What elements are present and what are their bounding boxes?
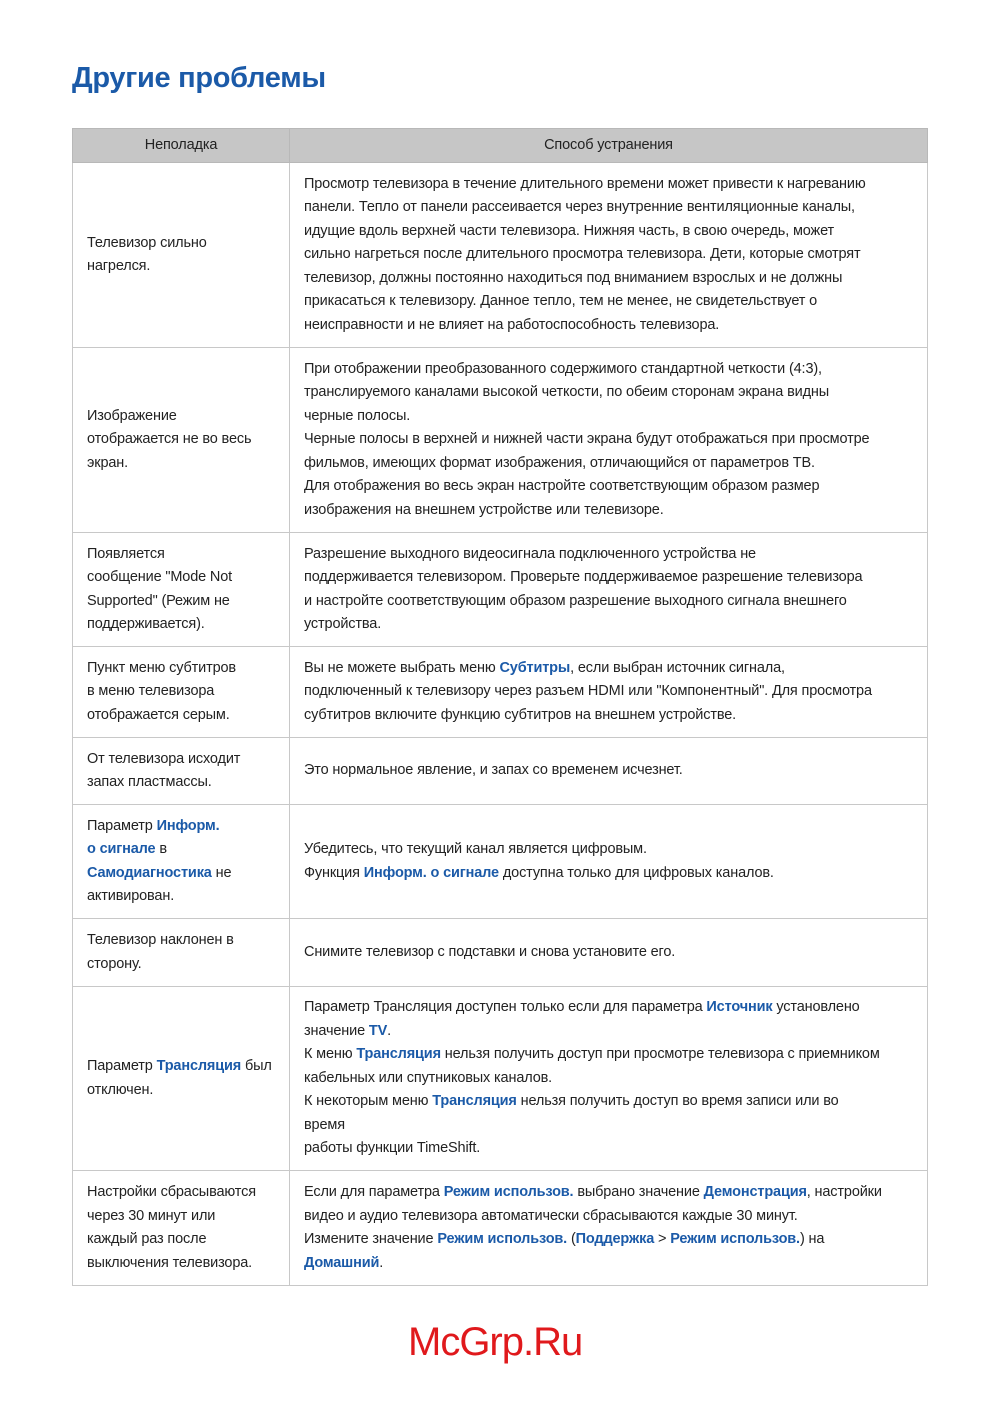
- text-line: [87, 1205, 289, 1229]
- text-segment: Пункт меню субтитров: [87, 659, 236, 676]
- text-segment: активирован.: [87, 888, 175, 904]
- menu-reference: Трансляция: [432, 1093, 517, 1110]
- text-line: [304, 1067, 927, 1091]
- text-line: [87, 953, 289, 977]
- table-row: [73, 163, 928, 348]
- text-segment: нельзя получить доступ во время записи или во: [516, 1093, 839, 1110]
- text-line: [304, 941, 927, 965]
- text-line: [87, 1055, 289, 1079]
- text-segment: Убедитесь, что текущий канал является цифровым.: [304, 841, 647, 857]
- text-line: [304, 314, 927, 338]
- text-segment: Настройки сбрасываются: [87, 1184, 256, 1200]
- text-segment: в меню телевизора: [87, 683, 215, 700]
- text-segment: Это нормальное явление, и запах со временем исчезнет.: [304, 762, 683, 779]
- text-line: [304, 358, 927, 382]
- text-segment: поддерживается телевизором. Проверьте поддерживаемое разрешение телевизора: [304, 569, 863, 585]
- text-line: [304, 173, 927, 197]
- text-line: [304, 613, 927, 637]
- text-segment: Функция: [304, 864, 364, 881]
- page-title: Другие проблемы: [72, 62, 326, 94]
- column-header-solution: Способ устранения: [290, 129, 928, 163]
- text-line: [304, 1114, 927, 1138]
- text-segment: Телевизор наклонен в: [87, 932, 234, 948]
- table-row: [73, 647, 928, 738]
- menu-reference: о сигнале: [87, 841, 156, 857]
- text-line: [304, 452, 927, 476]
- text-segment: фильмов, имеющих формат изображения, отличающийся от параметров ТВ.: [304, 454, 815, 471]
- troubleshooting-table: [72, 128, 928, 1286]
- solution-cell: [290, 738, 928, 805]
- text-line: [304, 996, 927, 1020]
- text-segment: нельзя получить доступ при просмотре телевизора с приемником: [440, 1046, 880, 1063]
- text-segment: транслируемого каналами высокой четкости, по обеим сторонам экрана видны: [304, 384, 830, 401]
- text-segment: неисправности и не влияет на работоспособность телевизора.: [304, 316, 720, 333]
- text-segment: и настройте соответствующим образом разрешение выходного сигнала внешнего: [304, 592, 847, 609]
- text-line: [304, 759, 927, 783]
- text-segment: через 30 минут или: [87, 1207, 216, 1224]
- solution-cell: [290, 805, 928, 919]
- text-segment: .: [387, 1022, 391, 1039]
- solution-cell: [290, 163, 928, 348]
- solution-cell: [290, 987, 928, 1171]
- problem-cell: [73, 533, 290, 647]
- solution-cell: [290, 1171, 928, 1286]
- menu-reference: Режим использов.: [437, 1231, 568, 1247]
- text-segment: , настройки: [806, 1184, 882, 1200]
- text-segment: >: [654, 1231, 671, 1247]
- text-line: [87, 748, 289, 772]
- text-segment: панели. Тепло от панели рассеивается через внутренние вентиляционные каналы,: [304, 199, 855, 216]
- text-segment: Если для параметра: [304, 1184, 444, 1200]
- text-line: [87, 255, 289, 279]
- text-line: [304, 566, 927, 590]
- text-segment: сообщение "Mode Not: [87, 569, 233, 585]
- text-segment: нагрелся.: [87, 258, 151, 274]
- text-segment: сторону.: [87, 955, 142, 972]
- table-row: [73, 348, 928, 533]
- text-segment: Просмотр телевизора в течение длительного времени может привести к нагреванию: [304, 175, 866, 192]
- text-line: [87, 657, 289, 681]
- text-line: [304, 1252, 927, 1276]
- menu-reference: Информ. о сигнале: [363, 864, 499, 881]
- solution-cell: [290, 348, 928, 533]
- text-segment: Снимите телевизор с подставки и снова установите его.: [304, 943, 676, 960]
- solution-cell: [290, 647, 928, 738]
- text-line: [304, 499, 927, 523]
- text-segment: поддерживается).: [87, 616, 205, 632]
- text-line: [87, 1252, 289, 1276]
- text-line: [304, 1090, 927, 1114]
- text-segment: К некоторым меню: [304, 1093, 433, 1110]
- text-segment: видео и аудио телевизора автоматически сбрасываются каждые 30 минут.: [304, 1207, 798, 1224]
- text-segment: К меню: [304, 1046, 357, 1063]
- text-segment: Параметр: [87, 1058, 157, 1074]
- text-line: [87, 838, 289, 862]
- text-line: [304, 590, 927, 614]
- menu-reference: Источник: [706, 999, 773, 1016]
- text-segment: изображения на внешнем устройстве или телевизоре.: [304, 501, 664, 518]
- menu-reference: Информ.: [156, 817, 220, 834]
- text-line: [304, 267, 927, 291]
- text-line: [87, 590, 289, 614]
- text-line: [87, 566, 289, 590]
- text-line: [304, 243, 927, 267]
- menu-reference: Самодиагностика: [87, 864, 212, 881]
- text-line: [87, 862, 289, 886]
- text-segment: экран.: [87, 454, 129, 471]
- text-segment: Черные полосы в верхней и нижней части экрана будут отображаться при просмотре: [304, 431, 870, 448]
- text-segment: Изображение: [87, 407, 177, 424]
- table-row: [73, 987, 928, 1171]
- text-line: [304, 428, 927, 452]
- menu-reference: TV: [368, 1022, 388, 1039]
- text-line: [87, 929, 289, 953]
- menu-reference: Трансляция: [156, 1058, 242, 1074]
- table-row: [73, 919, 928, 987]
- text-line: [304, 405, 927, 429]
- text-segment: выбрано значение: [573, 1184, 704, 1200]
- text-segment: доступна только для цифровых каналов.: [498, 864, 774, 881]
- problem-cell: [73, 1171, 290, 1286]
- text-line: [87, 771, 289, 795]
- solution-cell: [290, 919, 928, 987]
- text-segment: Разрешение выходного видеосигнала подключенного устройства не: [304, 545, 756, 562]
- text-segment: значение: [304, 1022, 369, 1039]
- text-segment: субтитров включите функцию субтитров на внешнем устройстве.: [304, 706, 737, 723]
- text-segment: ) на: [799, 1231, 825, 1247]
- text-line: [87, 704, 289, 728]
- text-line: [304, 1228, 927, 1252]
- text-segment: запах пластмассы.: [87, 774, 212, 790]
- text-line: [304, 1137, 927, 1161]
- text-segment: был: [241, 1058, 272, 1074]
- text-line: [304, 196, 927, 220]
- table-row: [73, 533, 928, 647]
- text-line: [87, 1228, 289, 1252]
- text-line: [304, 1043, 927, 1067]
- text-segment: черные полосы.: [304, 407, 411, 424]
- text-segment: каждый раз после: [87, 1231, 207, 1247]
- text-segment: Телевизор сильно: [87, 234, 207, 251]
- text-line: [87, 1079, 289, 1103]
- problem-cell: [73, 647, 290, 738]
- menu-reference: Поддержка: [575, 1231, 655, 1247]
- text-segment: отображается серым.: [87, 706, 230, 723]
- text-line: [87, 405, 289, 429]
- text-segment: Supported" (Режим не: [87, 592, 230, 609]
- text-segment: сильно нагреться после длительного просмотра телевизора. Дети, которые смотрят: [304, 246, 861, 263]
- text-line: [87, 680, 289, 704]
- table-row: [73, 738, 928, 805]
- text-segment: устройства.: [304, 616, 382, 632]
- table-body: [73, 163, 928, 1286]
- text-segment: Измените значение: [304, 1231, 438, 1247]
- text-line: [87, 885, 289, 909]
- text-line: [304, 1205, 927, 1229]
- text-segment: телевизор, должны постоянно находиться под вниманием взрослых и не должны: [304, 269, 843, 286]
- problem-cell: [73, 919, 290, 987]
- text-line: [87, 613, 289, 637]
- text-line: [304, 657, 927, 681]
- problem-cell: [73, 348, 290, 533]
- text-segment: Появляется: [87, 545, 165, 562]
- text-line: [87, 815, 289, 839]
- text-segment: кабельных или спутниковых каналов.: [304, 1069, 553, 1086]
- text-segment: отображается не во весь: [87, 431, 252, 448]
- text-segment: От телевизора исходит: [87, 750, 241, 767]
- solution-cell: [290, 533, 928, 647]
- column-header-problem: Неполадка: [73, 129, 290, 163]
- text-segment: прикасаться к телевизору. Данное тепло, тем не менее, не свидетельствует о: [304, 293, 818, 310]
- text-line: [304, 381, 927, 405]
- text-segment: Параметр: [87, 817, 157, 834]
- text-segment: установлено: [772, 999, 860, 1016]
- text-segment: отключен.: [87, 1081, 154, 1098]
- menu-reference: Режим использов.: [443, 1184, 574, 1200]
- text-segment: Вы не можете выбрать меню: [304, 659, 500, 676]
- text-segment: в: [155, 841, 167, 857]
- text-segment: Для отображения во весь экран настройте соответствующим образом размер: [304, 478, 820, 495]
- text-line: [87, 428, 289, 452]
- text-line: [304, 220, 927, 244]
- text-segment: подключенный к телевизору через разъем HDMI или "Компонентный". Для просмотра: [304, 683, 872, 700]
- text-line: [304, 475, 927, 499]
- text-segment: Параметр Трансляция доступен только если для параметра: [304, 999, 707, 1016]
- text-line: [304, 680, 927, 704]
- problem-cell: [73, 163, 290, 348]
- text-segment: не: [211, 864, 232, 881]
- text-segment: , если выбран источник сигнала,: [570, 659, 785, 676]
- text-line: [87, 543, 289, 567]
- text-segment: При отображении преобразованного содержимого стандартной четкости (4:3),: [304, 360, 822, 377]
- problem-cell: [73, 738, 290, 805]
- menu-reference: Субтитры: [499, 659, 571, 676]
- text-line: [304, 862, 927, 886]
- menu-reference: Демонстрация: [703, 1184, 807, 1200]
- text-segment: работы функции TimeShift.: [304, 1140, 481, 1157]
- text-segment: .: [379, 1254, 384, 1271]
- problem-cell: [73, 805, 290, 919]
- text-line: [304, 290, 927, 314]
- text-line: [87, 232, 289, 256]
- menu-reference: Трансляция: [356, 1046, 441, 1063]
- text-segment: (: [567, 1231, 576, 1247]
- table-header-row: [73, 129, 928, 163]
- watermark: McGrp.Ru: [408, 1320, 583, 1364]
- table-row: [73, 805, 928, 919]
- text-line: [87, 452, 289, 476]
- text-line: [87, 1181, 289, 1205]
- text-segment: время: [304, 1116, 345, 1133]
- text-line: [304, 543, 927, 567]
- text-line: [304, 704, 927, 728]
- text-line: [304, 1020, 927, 1044]
- text-line: [304, 838, 927, 862]
- menu-reference: Режим использов.: [670, 1231, 800, 1247]
- problem-cell: [73, 987, 290, 1171]
- menu-reference: Домашний: [304, 1254, 380, 1271]
- table-row: [73, 1171, 928, 1286]
- text-segment: выключения телевизора.: [87, 1254, 253, 1271]
- text-line: [304, 1181, 927, 1205]
- text-segment: идущие вдоль верхней части телевизора. Нижняя часть, в свою очередь, может: [304, 222, 835, 239]
